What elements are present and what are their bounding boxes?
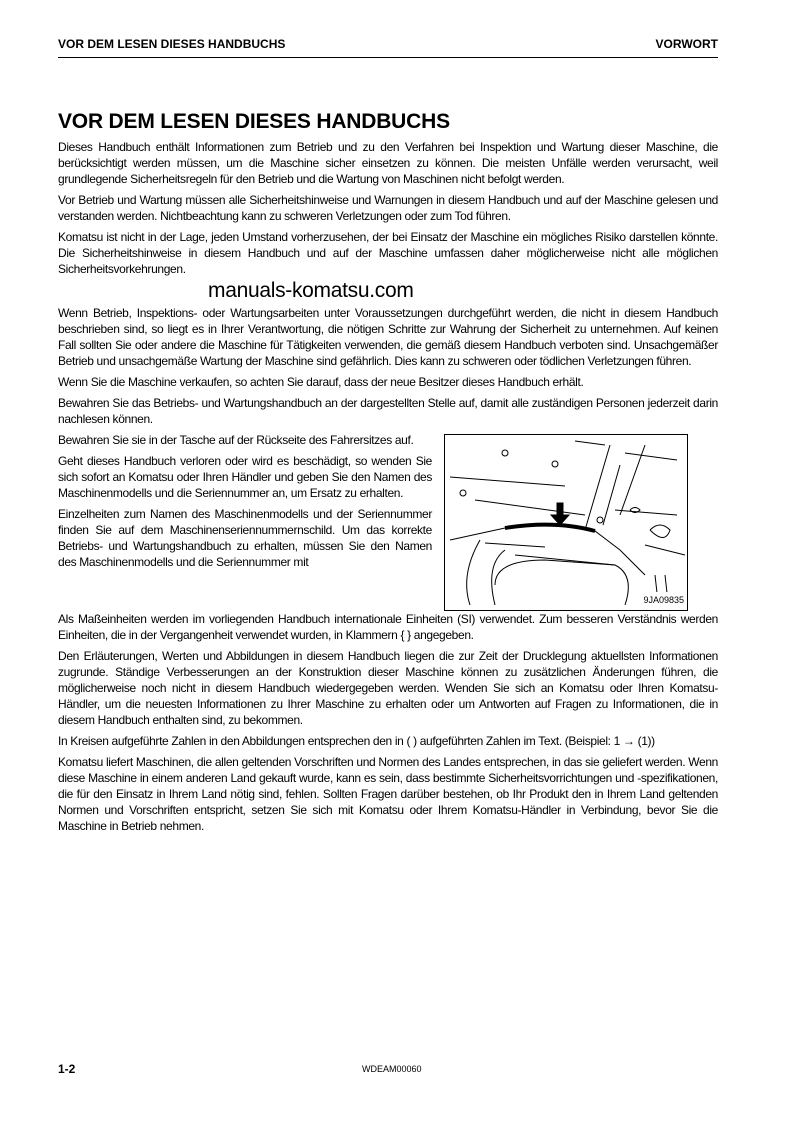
- paragraph: Komatsu liefert Maschinen, die allen geltenden Vorschriften und Normen des Landes entsprechen, in das sie geliefert werden. Wenn diese Maschine in einem anderen Land gekauft wurde, kann es sein, dass bestimmte Sicherheitsvorrichtungen und -spezifikationen, die für den Einsatz in Ihrem Land nötig sind, fehlen. Sollten Fragen darüber bestehen, ob Ihr Produkt den in Ihrem Land geltenden Normen und Vorschriften entspricht, setzen Sie sich mit Komatsu oder Ihrem Komatsu-Händler in Verbindung, bevor Sie die Maschine in Betrieb nehmen.: [58, 755, 718, 833]
- header-section-title: VOR DEM LESEN DIESES HANDBUCHS: [58, 37, 286, 51]
- paragraph: Geht dieses Handbuch verloren oder wird es beschädigt, so wenden Sie sich sofort an Komatsu oder Ihren Händler und geben Sie den Namen des Maschinenmodells und die Seriennummer an, um Ersatz zu erhalten.: [58, 454, 432, 500]
- paragraph: In Kreisen aufgeführte Zahlen in den Abbildungen entsprechen den in ( ) aufgeführten Zahlen im Text. (Beispiel: 1 → (1)): [58, 734, 655, 748]
- paragraph: Bewahren Sie das Betriebs- und Wartungshandbuch an der dargestellten Stelle auf, damit alle zuständigen Personen jederzeit darin nachlesen können.: [58, 396, 718, 426]
- figure-label: 9JA09835: [643, 592, 684, 608]
- body-text: [58, 139, 718, 839]
- paragraph: Den Erläuterungen, Werten und Abbildungen in diesem Handbuch liegen die zur Zeit der Drucklegung aktuellsten Informationen zugrunde. Ständige Verbesserungen an der Konstruktion dieser Maschine können zu zusätzlichen Änderungen führen, die möglicherweise noch nicht in diesem Handbuch wiedergegeben werden. Wenden Sie sich an Komatsu oder Ihren Komatsu-Händler, um die neuesten Informationen zu Ihrer Maschine zu erhalten oder um Antworten auf Fragen zu Informationen, die in diesem Handbuch enthalten sind, zu bekommen.: [58, 649, 718, 727]
- page-number: 1-2: [58, 1062, 76, 1076]
- paragraph: Einzelheiten zum Namen des Maschinenmodells und der Seriennummer finden Sie auf dem Maschinenseriennummernschild. Um das korrekte Betriebs- und Wartungshandbuch zu erhalten, müssen Sie den Namen des Maschinenmodells und die Seriennummer mit: [58, 507, 432, 569]
- paragraph: Wenn Betrieb, Inspektions- oder Wartungsarbeiten unter Voraussetzungen durchgeführt werden, die nicht in diesem Handbuch beschrieben sind, so liegt es in Ihrer Verantwortung, die nötigen Schritte zur Wahrung der Sicherheit zu unternehmen. Auf keinen Fall sollten Sie oder andere die Maschine für Tätigkeiten verwenden, die gemäß diesem Handbuch verboten sind. Unsachgemäßer Betrieb und unsachgemäße Wartung der Maschine sind gefährlich. Dies kann zu schweren oder tödlichen Verletzungen führen.: [58, 306, 718, 368]
- paragraph: Vor Betrieb und Wartung müssen alle Sicherheitshinweise und Warnungen in diesem Handbuch und auf der Maschine gelesen und verstanden werden. Nichtbeachtung kann zu schweren Verletzungen oder zum Tod führen.: [58, 193, 718, 223]
- header-chapter: VORWORT: [655, 37, 718, 51]
- paragraph: Wenn Sie die Maschine verkaufen, so achten Sie darauf, dass der neue Besitzer dieses Handbuch erhält.: [58, 375, 584, 389]
- paragraph: Dieses Handbuch enthält Informationen zum Betrieb und zu den Verfahren bei Inspektion und Wartung dieser Maschine, die berücksichtigt werden müssen, um die Maschine sicher einsetzen zu können. Die meisten Unfälle werden verursacht, weil grundlegende Sicherheitsregeln für den Betrieb und die Wartung von Maschinen nicht befolgt werden.: [58, 140, 718, 186]
- document-code: WDEAM00060: [362, 1064, 422, 1074]
- paragraph: Komatsu ist nicht in der Lage, jeden Umstand vorherzusehen, der bei Einsatz der Maschine ein mögliches Risiko darstellen könnte. Die Sicherheitshinweise in diesem Handbuch und auf der Maschine umfassen daher möglicherweise nicht alle möglichen Sicherheitsvorkehrungen.: [58, 230, 718, 276]
- paragraph: Als Maßeinheiten werden im vorliegenden Handbuch internationale Einheiten (SI) verwendet. Zum besseren Verständnis werden Einheiten, die in der Vergangenheit verwendet wurden, in Klammern { } angegeben.: [58, 612, 718, 642]
- page-title: VOR DEM LESEN DIESES HANDBUCHS: [58, 110, 450, 133]
- paragraph: Bewahren Sie sie in der Tasche auf der Rückseite des Fahrersitzes auf.: [58, 433, 414, 447]
- page-header: [58, 37, 718, 58]
- manual-storage-illustration: [444, 434, 688, 611]
- watermark: manuals-komatsu.com: [208, 279, 414, 302]
